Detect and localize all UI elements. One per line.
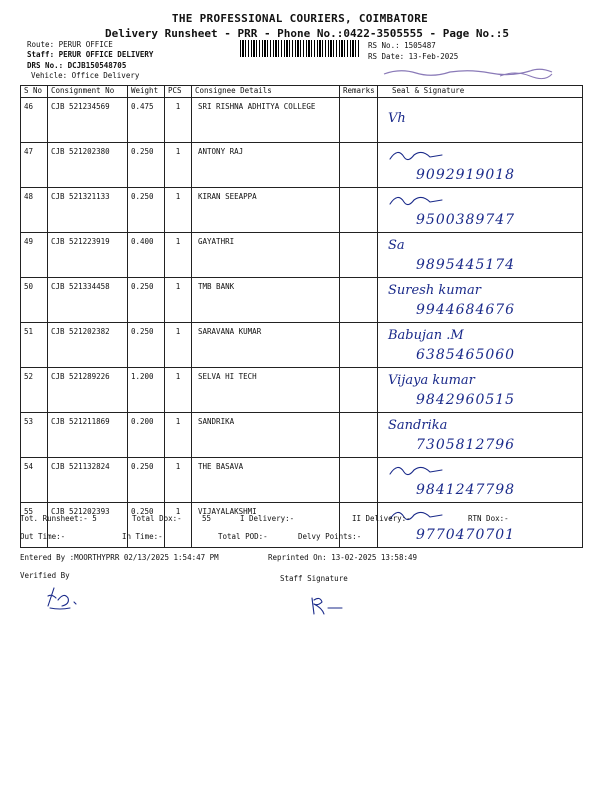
handwritten-signature (378, 143, 583, 184)
cell-weight: 0.250 (128, 323, 165, 368)
cell-weight: 0.400 (128, 233, 165, 278)
table-row (21, 233, 583, 278)
col-header-signature: Seal & Signature (378, 86, 583, 98)
cell-signature (378, 233, 583, 278)
cell-consignment: CJB 521202382 (48, 323, 128, 368)
cell-pcs: 1 (165, 413, 192, 458)
cell-pcs: 1 (165, 143, 192, 188)
cell-pcs: 1 (165, 188, 192, 233)
handwritten-signature (378, 368, 583, 409)
table-header-row (21, 86, 583, 98)
entered-by: Entered By :MOORTHYPRR 02/13/2025 1:54:47 PM (20, 553, 219, 562)
company-name: THE PROFESSIONAL COURIERS, COIMBATORE (171, 12, 429, 25)
cell-remarks (340, 233, 378, 278)
handwritten-signature (378, 413, 583, 454)
cell-sno: 49 (21, 233, 48, 278)
drs-number: DRS No.: DCJB150548705 (27, 61, 127, 70)
signature-phone: 7305812796 (416, 437, 516, 453)
col-header-remarks: Remarks (340, 86, 378, 98)
table-row (21, 413, 583, 458)
cell-remarks (340, 323, 378, 368)
cell-consignment: CJB 521289226 (48, 368, 128, 413)
signature-text: Sandrika (388, 418, 448, 433)
cell-sno: 51 (21, 323, 48, 368)
cell-remarks (340, 188, 378, 233)
signature-scrawl (390, 467, 442, 474)
table-row (21, 368, 583, 413)
cell-consignment: CJB 521234569 (48, 98, 128, 143)
col-header-sno: S No (21, 86, 48, 98)
signature-text: Vijaya kumar (388, 373, 475, 388)
runsheet-table (20, 85, 583, 548)
cell-remarks (340, 458, 378, 503)
signature-scrawl (390, 152, 442, 159)
cell-consignee: SARAVANA KUMAR (192, 323, 340, 368)
handwritten-signature (378, 98, 583, 139)
vehicle-label: Vehicle: Office Delivery (31, 71, 140, 80)
ii-delivery: II Delivery:- (352, 514, 411, 523)
cell-consignee: SANDRIKA (192, 413, 340, 458)
cell-consignee: TMB BANK (192, 278, 340, 323)
cell-sno: 55 (21, 503, 48, 548)
cell-weight: 0.250 (128, 458, 165, 503)
cell-weight: 0.250 (128, 503, 165, 548)
handwritten-signature (378, 188, 583, 229)
cell-signature (378, 458, 583, 503)
cell-remarks (340, 278, 378, 323)
signature-phone: 9092919018 (416, 167, 516, 183)
col-header-consignment: Consignment No (48, 86, 128, 98)
cell-consignment: CJB 521202393 (48, 503, 128, 548)
signature-scrawl (390, 197, 442, 204)
cell-pcs: 1 (165, 503, 192, 548)
cell-remarks (340, 143, 378, 188)
out-time: Out Time:- (20, 532, 66, 541)
cell-remarks (340, 413, 378, 458)
cell-signature (378, 278, 583, 323)
cell-pcs: 1 (165, 233, 192, 278)
col-header-consignee: Consignee Details (192, 86, 340, 98)
staff-signature (304, 594, 354, 618)
cell-weight: 0.250 (128, 143, 165, 188)
cell-consignee: ANTONY RAJ (192, 143, 340, 188)
cell-sno: 47 (21, 143, 48, 188)
col-header-pcs: PCS (165, 86, 192, 98)
verified-by-label: Verified By (20, 571, 70, 580)
signature-text: Sa (388, 238, 405, 253)
delvy-points: Delvy Points:- (298, 532, 362, 541)
cell-consignment: CJB 521211869 (48, 413, 128, 458)
tot-runsheet: Tot. Runsheet:- 5 (20, 514, 97, 523)
barcode (240, 40, 360, 57)
verified-signature (40, 582, 100, 612)
reprinted-on: Reprinted On: 13-02-2025 13:58:49 (268, 553, 418, 562)
signature-phone: 9944684676 (416, 302, 516, 318)
cell-signature (378, 413, 583, 458)
signature-text: Babujan .M (388, 328, 464, 343)
signature-phone: 9895445174 (416, 257, 516, 273)
cell-sno: 52 (21, 368, 48, 413)
cell-consignment: CJB 521334458 (48, 278, 128, 323)
signature-phone: 9841247798 (416, 482, 516, 498)
cell-weight: 0.200 (128, 413, 165, 458)
cell-consignment: CJB 521132824 (48, 458, 128, 503)
cell-sno: 48 (21, 188, 48, 233)
handwritten-signature (378, 323, 583, 364)
handwritten-signature (378, 458, 583, 499)
route-label: Route: PERUR OFFICE (27, 40, 113, 49)
handwritten-signature (378, 503, 583, 544)
stamp-scribble (380, 64, 556, 80)
signature-phone: 9500389747 (416, 212, 516, 228)
total-dox-value: 55 (202, 514, 212, 523)
cell-weight: 0.250 (128, 278, 165, 323)
cell-consignment: CJB 521223919 (48, 233, 128, 278)
total-dox-label: Total Dox:- (132, 514, 182, 523)
cell-consignee: KIRAN SEEAPPA (192, 188, 340, 233)
cell-sno: 54 (21, 458, 48, 503)
i-delivery: I Delivery:- (240, 514, 295, 523)
cell-pcs: 1 (165, 368, 192, 413)
cell-remarks (340, 368, 378, 413)
in-time: In Time:- (122, 532, 163, 541)
handwritten-signature (378, 233, 583, 274)
signature-text: Suresh kumar (388, 283, 481, 298)
staff-signature-label: Staff Signature (280, 574, 348, 583)
cell-weight: 0.475 (128, 98, 165, 143)
cell-consignee: SRI RISHNA ADHITYA COLLEGE (192, 98, 340, 143)
runsheet-title: Delivery Runsheet - PRR - Phone No.:0422-3505555 - Page No.:5 (105, 27, 509, 40)
cell-consignee: THE BASAVA (192, 458, 340, 503)
cell-signature (378, 188, 583, 233)
cell-signature (378, 143, 583, 188)
table-row (21, 143, 583, 188)
table-row (21, 323, 583, 368)
cell-pcs: 1 (165, 278, 192, 323)
rs-number: RS No.: 1505487 (368, 41, 436, 50)
cell-pcs: 1 (165, 323, 192, 368)
rtn-dox: RTN Dox:- (468, 514, 509, 523)
cell-signature (378, 323, 583, 368)
col-header-weight: Weight (128, 86, 165, 98)
signature-phone: 6385465060 (416, 347, 516, 363)
table-row (21, 458, 583, 503)
cell-sno: 53 (21, 413, 48, 458)
signature-text: Vh (388, 111, 406, 126)
total-pod: Total POD:- (218, 532, 268, 541)
cell-remarks (340, 98, 378, 143)
cell-consignment: CJB 521321133 (48, 188, 128, 233)
cell-signature (378, 503, 583, 548)
cell-weight: 0.250 (128, 188, 165, 233)
cell-consignee: VIJAYALAKSHMI (192, 503, 340, 548)
table-row (21, 98, 583, 143)
rs-date: RS Date: 13-Feb-2025 (368, 52, 459, 61)
cell-sno: 50 (21, 278, 48, 323)
handwritten-signature (378, 278, 583, 319)
cell-weight: 1.200 (128, 368, 165, 413)
cell-signature (378, 98, 583, 143)
signature-phone: 9770470701 (416, 527, 516, 543)
table-row (21, 188, 583, 233)
cell-consignee: SELVA HI TECH (192, 368, 340, 413)
cell-pcs: 1 (165, 98, 192, 143)
signature-phone: 9842960515 (416, 392, 516, 408)
cell-sno: 46 (21, 98, 48, 143)
table-row (21, 278, 583, 323)
cell-signature (378, 368, 583, 413)
cell-consignee: GAYATHRI (192, 233, 340, 278)
cell-consignment: CJB 521202380 (48, 143, 128, 188)
staff-label: Staff: PERUR OFFICE DELIVERY (27, 50, 154, 59)
cell-pcs: 1 (165, 458, 192, 503)
